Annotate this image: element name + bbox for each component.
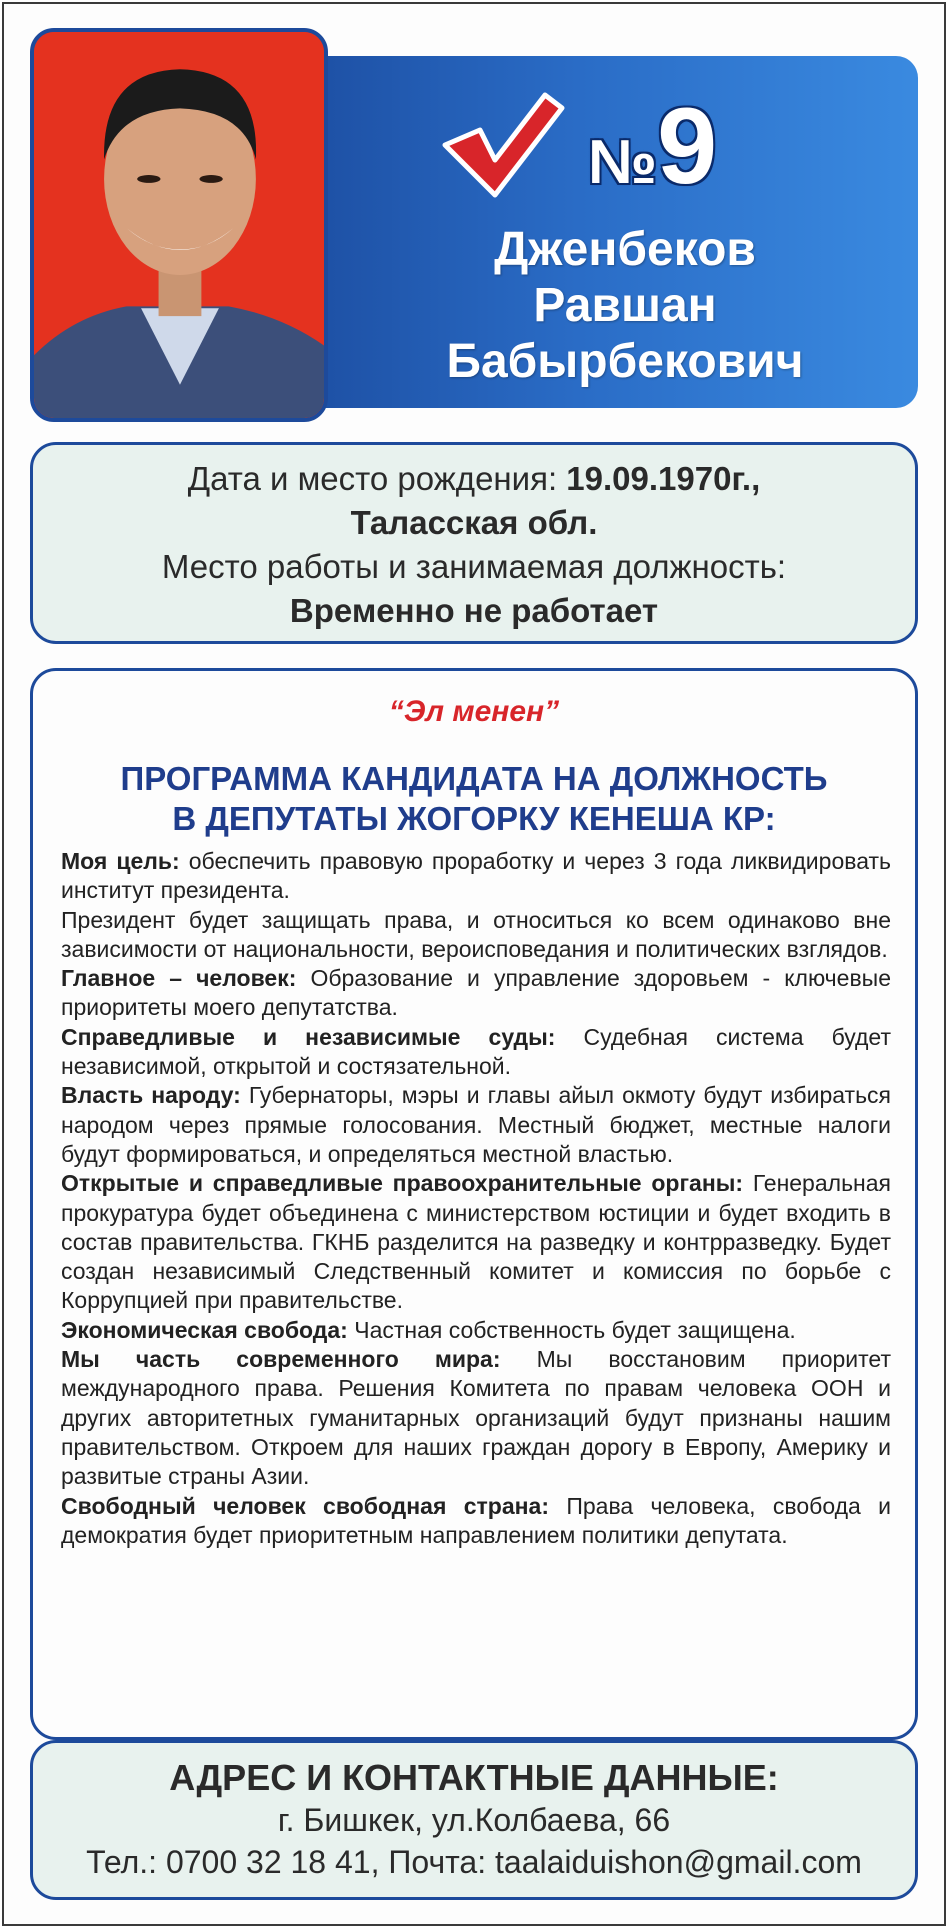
program-paragraph: Мы часть современного мира: Мы восстановим приоритет международного права. Решения Комитета по правам человека ООН и других авторитетных гуманитарных организаций будут признаны нашим правительством. Откроем для наших граждан дорогу в Европу, Америку и развитые страны Азии. xyxy=(61,1346,891,1490)
work-value: Временно не работает xyxy=(289,592,659,629)
candidate-name xyxy=(360,222,890,390)
name-line-3: Бабырбекович xyxy=(446,335,804,388)
portrait-illustration xyxy=(34,32,324,418)
contacts-address: г. Бишкек, ул.Колбаева, 66 xyxy=(277,1802,671,1838)
candidate-number xyxy=(588,85,778,212)
checkmark-icon xyxy=(440,90,565,200)
program-paragraph: Открытые и справедливые правоохранительные органы: Генеральная прокуратура будет объединена с министерством юстиции и будет входить в состав правительства. ГКНБ разделится на разведку и контрразведку. Будет создан независимый Следственный комитет и комиссия по борьбе с Коррупцией при правительстве. xyxy=(61,1170,891,1314)
work-label: Место работы и занимаемая должность: xyxy=(161,548,787,585)
name-line-1: Дженбеков xyxy=(494,223,756,276)
contacts-phone-email: Тел.: 0700 32 18 41, Почта: taalaiduishon@gmail.com xyxy=(86,1844,862,1880)
personal-info-box xyxy=(30,442,918,644)
program-box xyxy=(30,668,918,1740)
program-paragraph: Экономическая свобода: Частная собственность будет защищена. xyxy=(61,1316,796,1343)
program-paragraph: Президент будет защищать права, и относиться ко всем одинаково вне зависимости от национальности, вероисповедания и политических взглядов. xyxy=(61,906,891,962)
program-title-line-1: ПРОГРАММА КАНДИДАТА НА ДОЛЖНОСТЬ xyxy=(120,760,828,797)
contacts-box xyxy=(30,1740,918,1900)
birth-label: Дата и место рождения: xyxy=(187,460,558,497)
name-line-2: Равшан xyxy=(533,279,717,332)
number-value: 9 xyxy=(657,85,718,206)
program-paragraph: Власть народу: Губернаторы, мэры и главы айыл окмоту будут избираться народом через прямые голосования. Местный бюджет, местные налоги будут формироваться, и определяться местной властью. xyxy=(61,1082,892,1167)
program-title-line-2: В ДЕПУТАТЫ ЖОГОРКУ КЕНЕША КР: xyxy=(172,800,776,837)
program-text xyxy=(61,847,891,1550)
birth-date: 19.09.1970г., xyxy=(566,460,761,497)
slogan: “Эл менен” xyxy=(388,695,560,728)
program-paragraph: Справедливые и независимые суды: Судебная система будет независимой, открытой и состязательной. xyxy=(61,1023,891,1080)
birth-place: Таласская обл. xyxy=(350,504,598,541)
birth-line xyxy=(33,457,915,501)
program-paragraph: Главное – человек: Образование и управление здоровьем - ключевые приоритеты моего депутатства. xyxy=(61,965,891,1021)
number-sign: № xyxy=(588,128,658,197)
program-paragraph: Свободный человек свободная страна: Права человека, свобода и демократия будет приоритетным направлением политики депутата. xyxy=(61,1492,892,1548)
program-paragraph: Моя цель: обеспечить правовую проработку и через 3 года ликвидировать институт президента. xyxy=(61,848,892,904)
candidate-photo xyxy=(30,28,328,422)
program-title xyxy=(33,759,915,839)
contacts-title: АДРЕС И КОНТАКТНЫЕ ДАННЫЕ: xyxy=(169,1757,779,1798)
